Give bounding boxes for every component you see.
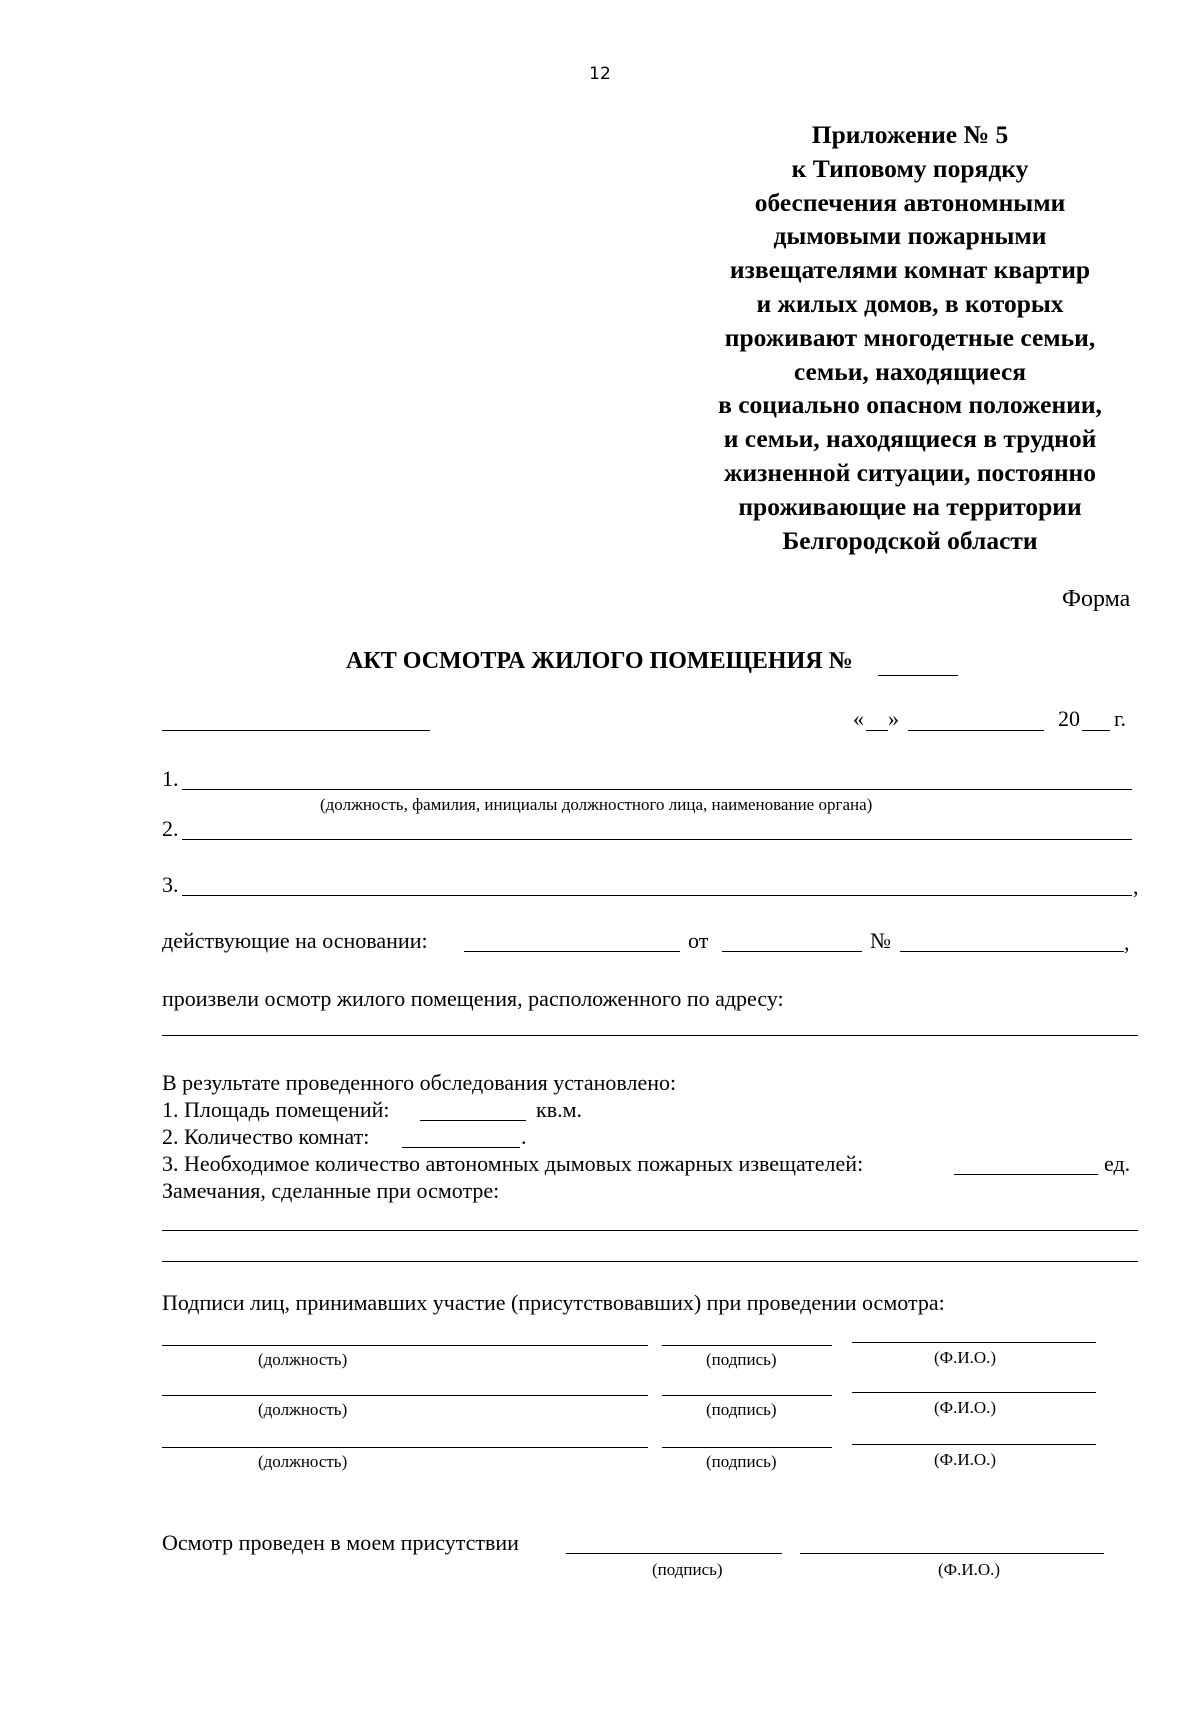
address-field[interactable] xyxy=(162,1035,1138,1036)
signature-row-1-position-field[interactable] xyxy=(162,1345,648,1346)
form-label: Форма xyxy=(1062,586,1131,612)
appendix-line: Белгородской области xyxy=(782,525,1038,555)
appendix-line: дымовыми пожарными xyxy=(773,221,1047,251)
detectors-unit: ед. xyxy=(1104,1151,1131,1176)
appendix-line: и жилых домов, в которых xyxy=(756,288,1064,318)
presence-signature-field[interactable] xyxy=(566,1553,782,1554)
area-unit: кв.м. xyxy=(536,1097,582,1122)
participant-3-field[interactable] xyxy=(182,895,1132,896)
place-field[interactable] xyxy=(162,730,430,731)
signature-row-1-position-caption: (должность) xyxy=(258,1350,348,1369)
rooms-label: 2. Количество комнат: xyxy=(162,1124,370,1149)
signature-row-2-signature-field[interactable] xyxy=(662,1395,832,1396)
participant-1-field[interactable] xyxy=(182,789,1132,790)
presence-label: Осмотр проведен в моем присутствии xyxy=(162,1530,519,1555)
signature-row-3-fio-caption: (Ф.И.О.) xyxy=(934,1450,997,1469)
signature-row-1-signature-caption: (подпись) xyxy=(706,1350,777,1369)
address-text: произвели осмотр жилого помещения, расположенного по адресу: xyxy=(162,986,784,1011)
presence-fio-caption: (Ф.И.О.) xyxy=(938,1560,1001,1579)
appendix-line: извещателями комнат квартир xyxy=(729,255,1091,285)
area-label: 1. Площадь помещений: xyxy=(162,1097,390,1122)
date-close-quote: » xyxy=(888,706,899,731)
appendix-line: обеспечения автономными xyxy=(754,187,1066,217)
appendix-line: к Типовому порядку xyxy=(791,153,1029,183)
signature-row-2-fio-field[interactable] xyxy=(852,1392,1096,1393)
basis-number-field[interactable] xyxy=(900,951,1124,952)
date-year-suffix: г. xyxy=(1114,706,1127,731)
participant-2-number: 2. xyxy=(162,816,179,841)
presence-fio-field[interactable] xyxy=(800,1553,1104,1554)
appendix-line: проживающие на территории xyxy=(738,491,1082,521)
appendix-line: и семьи, находящиеся в трудной xyxy=(723,424,1097,454)
participant-3-number: 3. xyxy=(162,872,179,897)
act-number-field[interactable] xyxy=(878,675,958,676)
signature-row-2-fio-caption: (Ф.И.О.) xyxy=(934,1398,997,1417)
date-year-prefix: 20 xyxy=(1058,706,1080,731)
detectors-label: 3. Необходимое количество автономных дымовых пожарных извещателей: xyxy=(162,1151,864,1176)
signature-row-2-position-field[interactable] xyxy=(162,1395,648,1396)
basis-label: действующие на основании: xyxy=(162,928,428,953)
presence-signature-caption: (подпись) xyxy=(652,1560,723,1579)
appendix-line: в социально опасном положении, xyxy=(718,390,1102,420)
act-title: АКТ ОСМОТРА ЖИЛОГО ПОМЕЩЕНИЯ № xyxy=(346,648,853,674)
signature-row-1-signature-field[interactable] xyxy=(662,1345,832,1346)
rooms-dot: . xyxy=(521,1124,527,1149)
signatures-title: Подписи лиц, принимавших участие (присутствовавших) при проведении осмотра: xyxy=(162,1290,945,1315)
appendix-line: семьи, находящиеся xyxy=(793,356,1027,386)
basis-date-field[interactable] xyxy=(722,951,862,952)
basis-document-field[interactable] xyxy=(464,951,680,952)
date-month-field[interactable] xyxy=(908,730,1044,731)
date-day-field[interactable] xyxy=(866,730,888,731)
signature-row-2-signature-caption: (подпись) xyxy=(706,1400,777,1419)
remarks-field-2[interactable] xyxy=(162,1261,1138,1262)
area-field[interactable] xyxy=(420,1120,526,1121)
results-intro: В результате проведенного обследования установлено: xyxy=(162,1070,677,1095)
basis-number-label: № xyxy=(870,928,891,953)
participant-2-field[interactable] xyxy=(182,839,1132,840)
appendix-line: жизненной ситуации, постоянно xyxy=(724,457,1096,487)
basis-from-label: от xyxy=(688,928,709,953)
signature-row-3-fio-field[interactable] xyxy=(852,1444,1096,1445)
detectors-field[interactable] xyxy=(954,1174,1098,1175)
signature-row-3-signature-caption: (подпись) xyxy=(706,1452,777,1471)
participant-caption: (должность, фамилия, инициалы должностного лица, наименование органа) xyxy=(320,795,873,814)
signature-row-3-signature-field[interactable] xyxy=(662,1447,832,1448)
rooms-field[interactable] xyxy=(402,1147,520,1148)
signature-row-3-position-field[interactable] xyxy=(162,1447,648,1448)
signature-row-1-fio-field[interactable] xyxy=(852,1342,1096,1343)
date-year-field[interactable] xyxy=(1082,730,1110,731)
page-number: 12 xyxy=(589,64,611,84)
participant-1-number: 1. xyxy=(162,766,179,791)
appendix-header xyxy=(640,118,1180,557)
basis-comma: , xyxy=(1124,930,1130,955)
remarks-label: Замечания, сделанные при осмотре: xyxy=(162,1178,500,1203)
signature-row-3-position-caption: (должность) xyxy=(258,1452,348,1471)
appendix-line: Приложение № 5 xyxy=(811,120,1009,149)
date-open-quote: « xyxy=(853,706,864,731)
appendix-line: проживают многодетные семьи, xyxy=(724,322,1096,352)
participant-3-comma: , xyxy=(1133,874,1139,899)
remarks-field-1[interactable] xyxy=(162,1230,1138,1231)
signature-row-2-position-caption: (должность) xyxy=(258,1400,348,1419)
signature-row-1-fio-caption: (Ф.И.О.) xyxy=(934,1348,997,1367)
